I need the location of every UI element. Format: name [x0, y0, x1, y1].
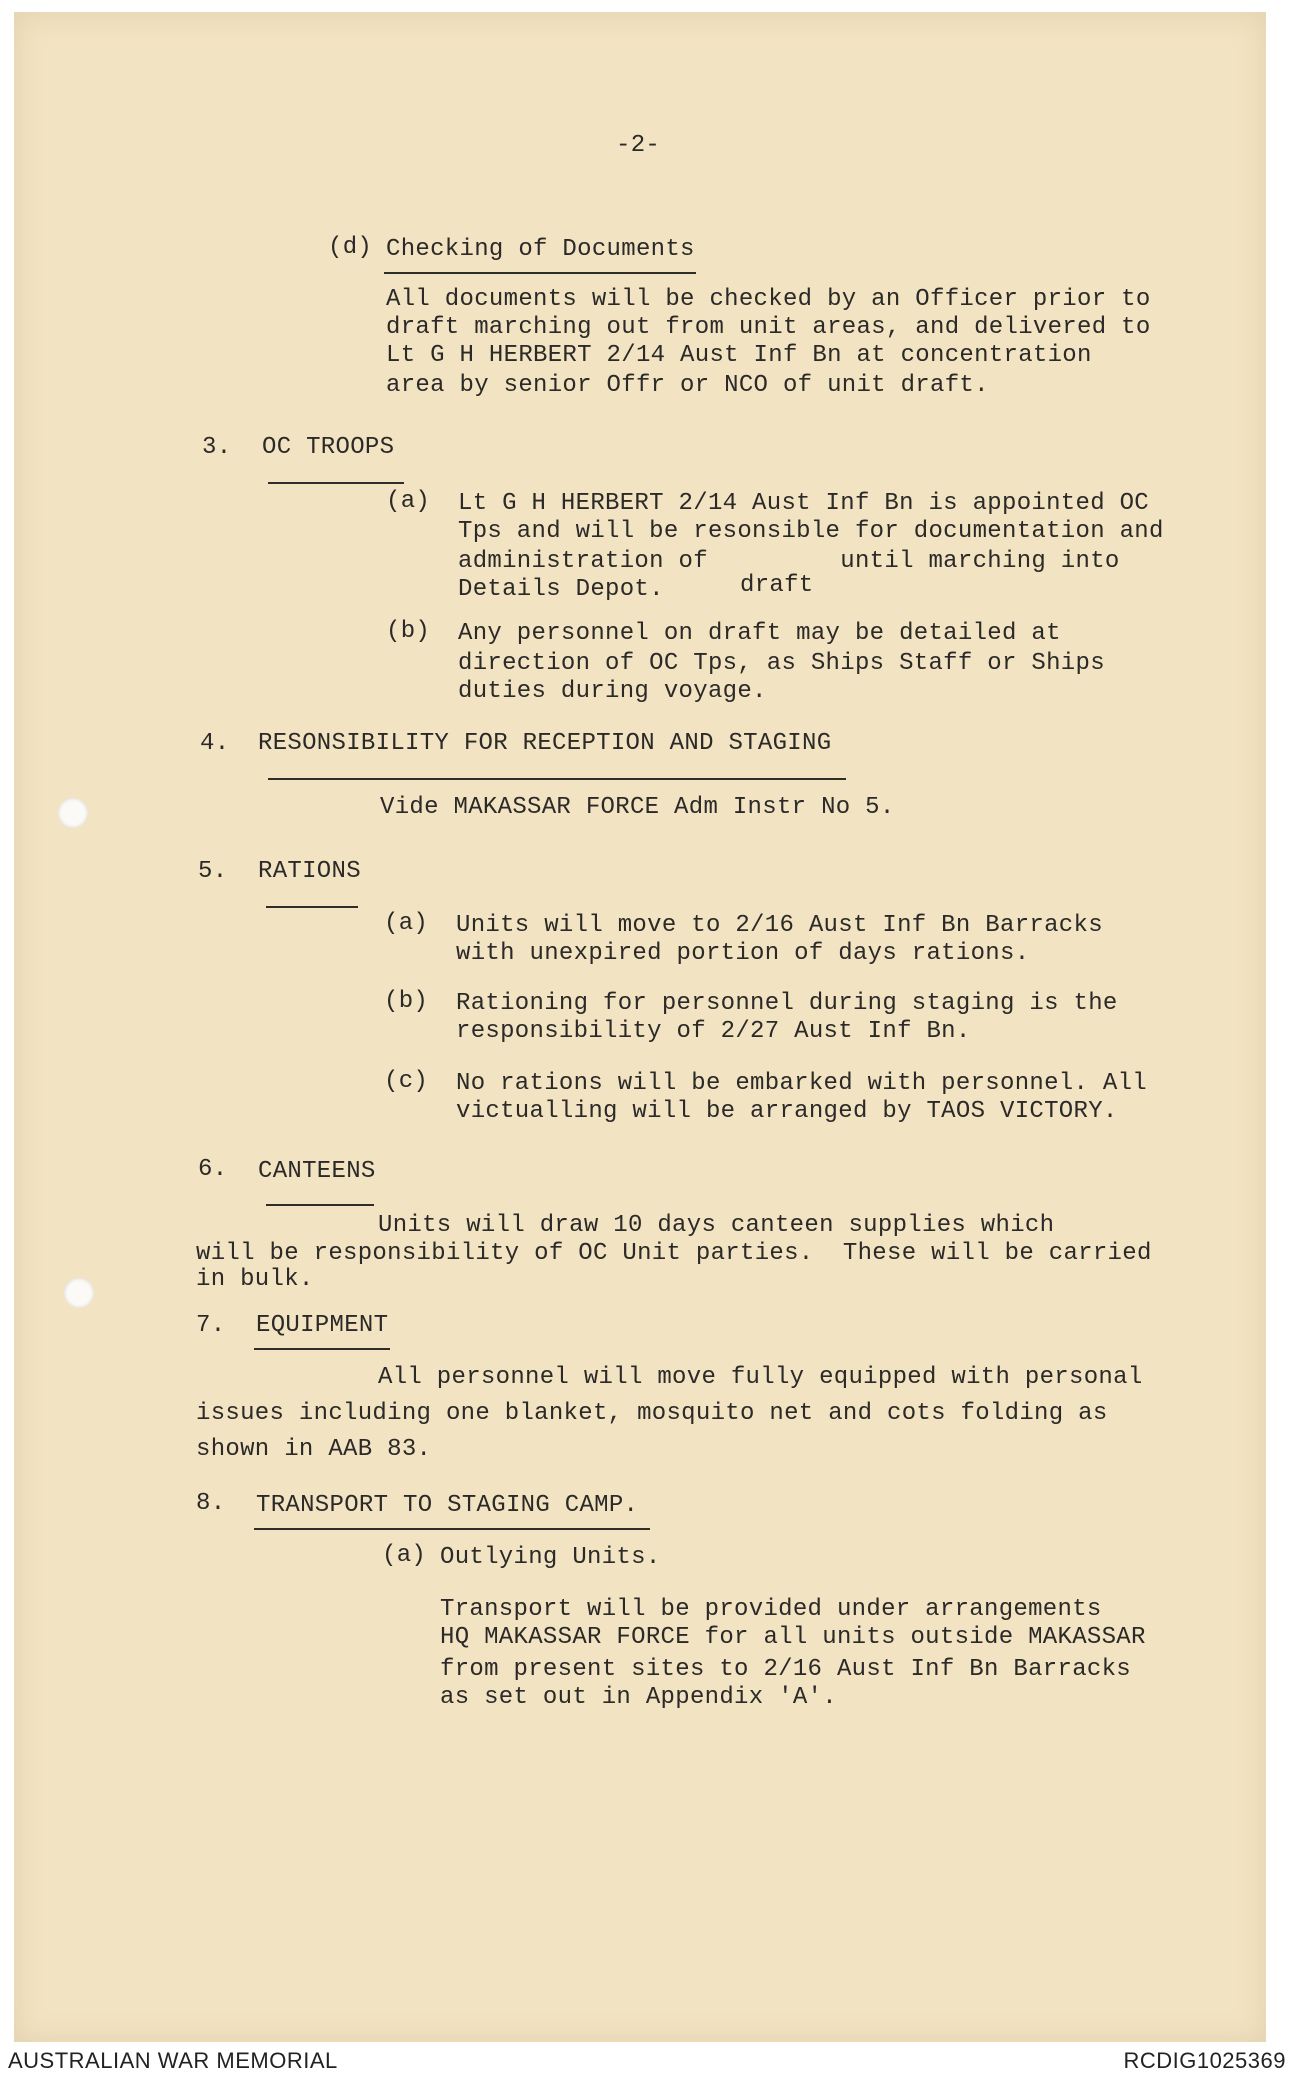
subsection-d-line-4: area by senior Offr or NCO of unit draft.	[386, 372, 989, 399]
section-6-line-1: Units will draw 10 days canteen supplies which	[378, 1212, 1055, 1239]
subsection-d-title: Checking of Documents	[386, 236, 695, 263]
section-5-title: RATIONS	[258, 858, 361, 885]
section-3a-label: (a)	[386, 488, 431, 515]
section-3a-line-3: administration of until marching into	[458, 548, 1120, 575]
section-4-title: RESONSIBILITY FOR RECEPTION AND STAGING	[258, 730, 832, 757]
section-8-number: 8.	[196, 1490, 226, 1517]
section-7-line-1: All personnel will move fully equipped with personal	[378, 1364, 1143, 1391]
section-6-line-2: will be responsibility of OC Unit parties. These will be carried	[196, 1240, 1152, 1267]
section-3a-line-2: Tps and will be resonsible for documentation and	[458, 518, 1164, 545]
subsection-d-line-3: Lt G H HERBERT 2/14 Aust Inf Bn at concentration	[386, 342, 1092, 369]
subsection-d-line-1: All documents will be checked by an Officer prior to	[386, 286, 1151, 313]
section-6-title: CANTEENS	[258, 1158, 376, 1185]
section-5c-line-2: victualling will be arranged by TAOS VICTORY.	[456, 1098, 1118, 1125]
section-3b-label: (b)	[386, 618, 431, 645]
section-4-body: Vide MAKASSAR FORCE Adm Instr No 5.	[380, 794, 895, 821]
section-8a-line-1: Transport will be provided under arrangements	[440, 1596, 1102, 1623]
section-3a-line-1: Lt G H HERBERT 2/14 Aust Inf Bn is appointed OC	[458, 490, 1150, 517]
section-6-number: 6.	[198, 1156, 228, 1183]
section-3-underline	[268, 482, 404, 484]
section-3a-line-4: Details Depot.	[458, 576, 664, 603]
section-8-underline	[254, 1528, 650, 1530]
section-8a-label: (a)	[382, 1542, 427, 1569]
section-7-title: EQUIPMENT	[256, 1312, 389, 1339]
page-number: -2-	[616, 132, 661, 159]
section-3b-line-1: Any personnel on draft may be detailed at	[458, 620, 1061, 647]
subsection-d-label: (d)	[328, 234, 373, 261]
section-4-underline	[268, 778, 846, 780]
section-5b-label: (b)	[384, 988, 429, 1015]
subsection-d-line-2: draft marching out from unit areas, and delivered to	[386, 314, 1151, 341]
section-3b-line-2: direction of OC Tps, as Ships Staff or Ships	[458, 650, 1105, 677]
section-5-underline	[266, 906, 358, 908]
footer-record-id: RCDIG1025369	[1123, 2048, 1286, 2073]
section-5b-line-1: Rationing for personnel during staging is the	[456, 990, 1118, 1017]
section-8a-line-2: HQ MAKASSAR FORCE for all units outside MAKASSAR	[440, 1624, 1146, 1651]
section-3-title: OC TROOPS	[262, 434, 395, 461]
section-7-number: 7.	[196, 1312, 226, 1339]
section-3a-insertion: draft	[740, 572, 814, 599]
subsection-d-underline	[384, 272, 696, 274]
punch-hole-upper	[58, 798, 88, 828]
section-5a-line-2: with unexpired portion of days rations.	[456, 940, 1030, 967]
section-8a-line-3: from present sites to 2/16 Aust Inf Bn Barracks	[440, 1656, 1132, 1683]
section-8a-line-4: as set out in Appendix 'A'.	[440, 1684, 837, 1711]
section-8-title: TRANSPORT TO STAGING CAMP.	[256, 1492, 639, 1519]
punch-hole-lower	[64, 1278, 94, 1308]
section-7-line-3: shown in AAB 83.	[196, 1436, 432, 1463]
section-4-number: 4.	[200, 730, 230, 757]
section-5c-label: (c)	[384, 1068, 429, 1095]
section-5b-line-2: responsibility of 2/27 Aust Inf Bn.	[456, 1018, 971, 1045]
section-5a-line-1: Units will move to 2/16 Aust Inf Bn Barracks	[456, 912, 1103, 939]
section-6-underline	[266, 1204, 374, 1206]
section-7-line-2: issues including one blanket, mosquito net and cots folding as	[196, 1400, 1108, 1427]
section-8a-title: Outlying Units.	[440, 1544, 661, 1571]
section-6-line-3: in bulk.	[196, 1266, 314, 1293]
section-5-number: 5.	[198, 858, 228, 885]
section-5a-label: (a)	[384, 910, 429, 937]
section-3-number: 3.	[202, 434, 232, 461]
section-3b-line-3: duties during voyage.	[458, 678, 767, 705]
section-7-underline	[254, 1348, 390, 1350]
section-5c-line-1: No rations will be embarked with personnel. All	[456, 1070, 1148, 1097]
footer-archive-name: AUSTRALIAN WAR MEMORIAL	[8, 2048, 338, 2073]
